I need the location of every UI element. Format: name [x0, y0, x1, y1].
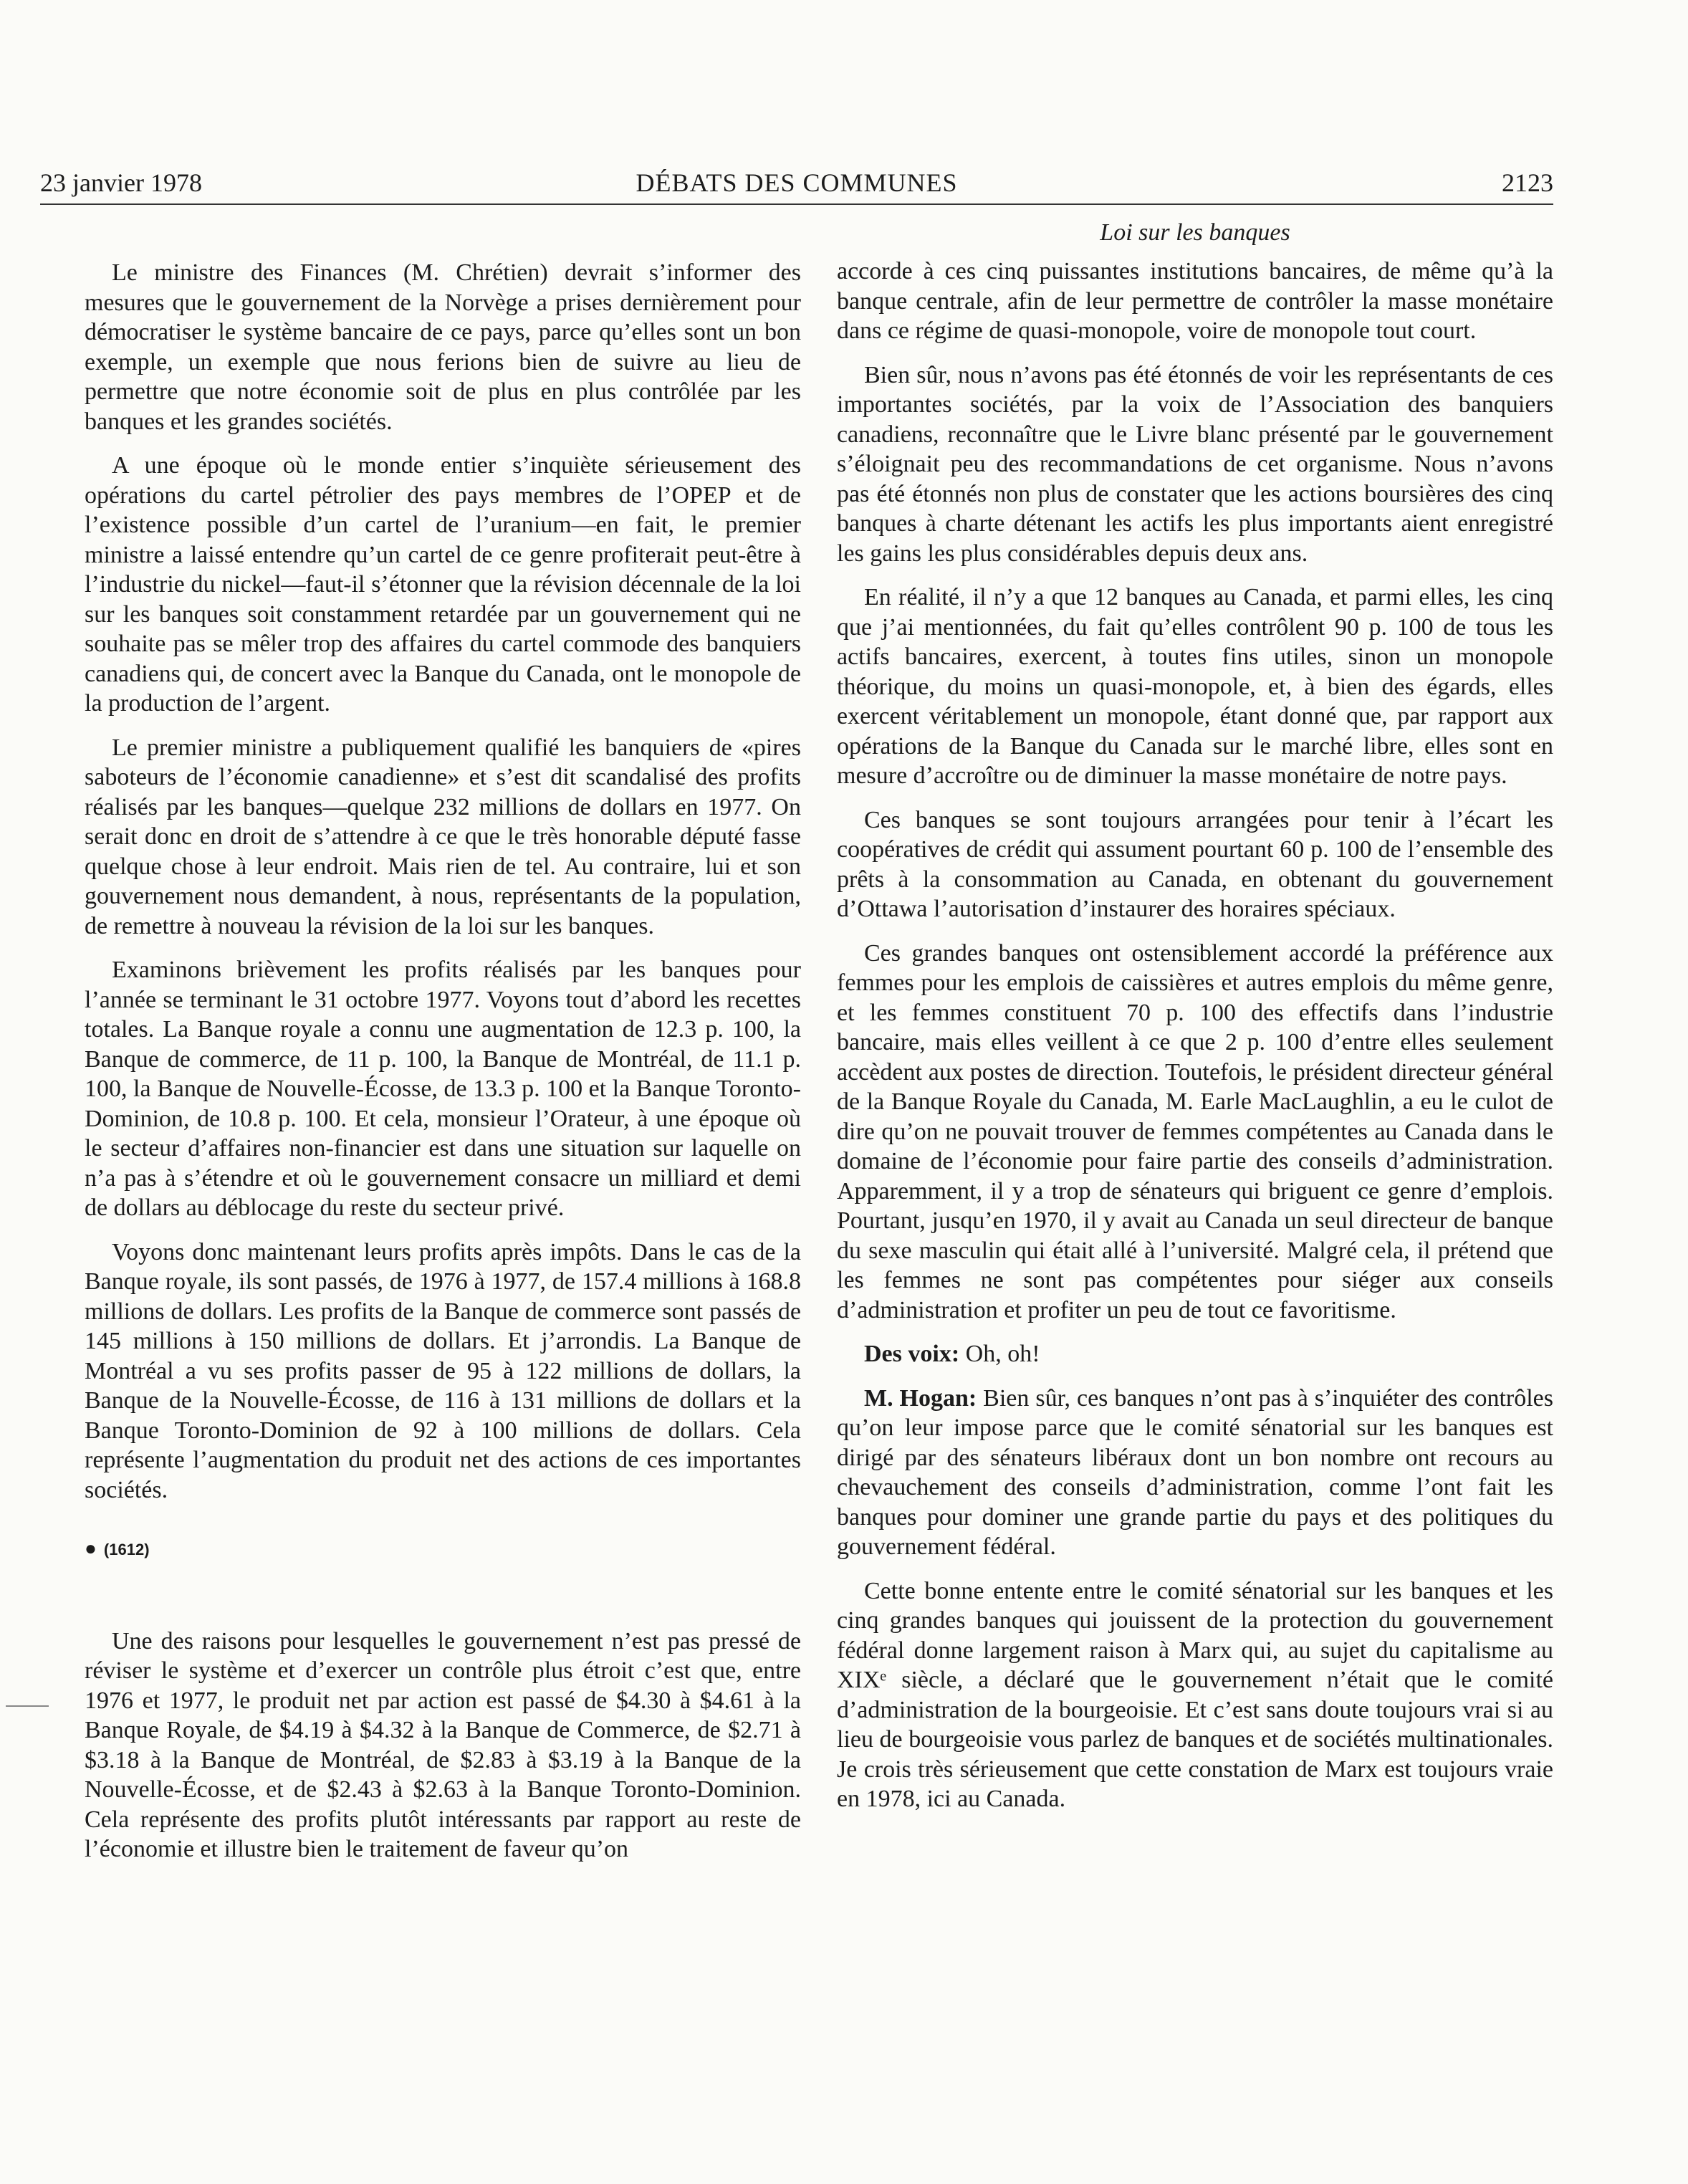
paragraph: Bien sûr, nous n’avons pas été étonnés de voir les représentants de ces importantes sociétés, par la voix de l’Association des banquiers canadiens, reconnaître que le Livre blanc présenté par le gouvernement s’éloignait peu des recommandations de cet organisme. Nous n’avons pas été étonnés non plus de constater que les actions boursières des cinq banques à charte détenant les actifs les plus importants aient enregistré les gains les plus considérables depuis deux ans. [837, 361, 1553, 567]
speaker-name: Des voix: [864, 1341, 960, 1367]
header-date: 23 janvier 1978 [40, 168, 202, 197]
paragraph: accorde à ces cinq puissantes institutions bancaires, de même qu’à la banque centrale, afin de leur permettre de contrôler la masse monétaire dans ce régime de quasi-monopole, voire de monopole tout court. [837, 258, 1553, 344]
speech-paragraph [837, 1384, 1553, 1562]
left-column [85, 258, 801, 1879]
page-header [40, 163, 1553, 205]
paragraph: Examinons brièvement les profits réalisés par les banques pour l’année se terminant le 31 octobre 1977. Voyons tout d’abord les recettes totales. La Banque royale a connu une augmentation de 12.3 p. 100, la Banque de commerce, de 11 p. 100, la Banque de Montréal, de 11.1 p. 100, la Banque de Nouvelle-Écosse, de 13.3 p. 100 et la Banque Toronto-Dominion, de 10.8 p. 100. Et cela, monsieur l’Orateur, à une époque où le secteur d’affaires non-financier est dans une situation sur laquelle on n’a pas à s’étendre et où le gouvernement consacre un milliard et demi de dollars au déblocage du reste du secteur privé. [85, 957, 801, 1221]
speech-text: Bien sûr, ces banques n’ont pas à s’inquiéter des contrôles qu’on leur impose parce que le comité sénatorial sur les banques est dirigé par des sénateurs libéraux dont un bon nombre ont recours au chevauchement des conseils d’administration, comme l’ont fait les banques pour dominer une grande partie du pays et des politiques du gouvernement fédéral. [837, 1384, 1553, 1560]
running-title: Loi sur les banques [1100, 219, 1290, 246]
page-number: 2123 [1502, 168, 1553, 197]
time-marker [85, 1533, 801, 1565]
paragraph: Ces banques se sont toujours arrangées pour tenir à l’écart les coopératives de crédit qui assument pourtant 60 p. 100 de l’ensemble des prêts à la consommation au Canada, en obtenant du gouvernement d’Ottawa l’autorisation d’instaurer des horaires spéciaux. [837, 806, 1553, 922]
paragraph: A une époque où le monde entier s’inquiète sérieusement des opérations du cartel pétrolier des pays membres de l’OPEP et de l’existence possible d’un cartel de l’uranium—en fait, le premier ministre a laissé entendre qu’un cartel de ce genre profiterait peut-être à l’industrie du nickel—faut-il s’étonner que la révision décennale de la loi sur les banques soit constamment retardée par un gouvernement qui ne souhaite pas se mêler trop des affaires du cartel commode des banquiers canadiens qui, de concert avec la Banque du Canada, ont le monopole de la production de l’argent. [85, 452, 801, 717]
header-title: DÉBATS DES COMMUNES [636, 168, 958, 197]
bullet-icon: ● [85, 1537, 97, 1559]
paragraph: Ces grandes banques ont ostensiblement accordé la préférence aux femmes pour les emplois de caissières et autres emplois du même genre, et les femmes constituent 70 p. 100 des effectifs dans l’industrie bancaire, mais elles veillent à ce que 2 p. 100 d’entre elles seulement accèdent aux postes de direction. Toutefois, le président directeur général de la Banque Royale du Canada, M. Earle MacLaughlin, a eu le culot de dire qu’on ne pouvait trouver de femmes compétentes au Canada dans le domaine de l’économie pour faire partie des conseils d’administration. Apparemment, il y a trop de sénateurs qui briguent ce genre d’emplois. Pourtant, jusqu’en 1970, il y avait au Canada un seul directeur de banque du sexe masculin qui était allé à l’université. Malgré cela, il prétend que les femmes ne sont pas compétentes pour siéger aux conseils d’administration et profiter un peu de tout ce favoritisme. [837, 939, 1553, 1323]
paragraph: Une des raisons pour lesquelles le gouvernement n’est pas pressé de réviser le système et d’exercer un contrôle plus étroit c’est que, entre 1976 et 1977, le produit net par action est passé de $4.30 à $4.61 à la Banque Royale, de $4.19 à $4.32 à la Banque de Commerce, de $2.71 à $3.18 à la Banque de Montréal, de $2.83 à $3.19 à la Banque de la Nouvelle-Écosse, et de $2.43 à $2.63 à la Banque Toronto-Dominion. Cela représente des profits plutôt intéressants par rapport au reste de l’économie et illustre bien le traitement de faveur qu’on [85, 1627, 801, 1862]
paragraph: Le premier ministre a publiquement qualifié les banquiers de «pires saboteurs de l’économie canadienne» et s’est dit scandalisé des profits réalisés par les banques—quelque 232 millions de dollars en 1977. On serait donc en droit de s’attendre à ce que le très honorable député fasse quelque chose à leur endroit. Mais rien de tel. Au contraire, lui et son gouvernement nous demandent, à nous, représentants de la population, de remettre à nouveau la révision de la loi sur les banques. [85, 734, 801, 939]
speech-paragraph [837, 1339, 1553, 1369]
paragraph: En réalité, il n’y a que 12 banques au Canada, et parmi elles, les cinq que j’ai mentionnées, du fait qu’elles contrôlent 90 p. 100 de tous les actifs bancaires, exercent, à toutes fins utiles, sinon un monopole théorique, du moins un quasi-monopole, et, à bien des égards, elles exercent véritablement un monopole, étant donné que, par rapport aux opérations de la Banque du Canada sur le marché libre, elles sont en mesure d’accroître ou de diminuer la masse monétaire de notre pays. [837, 584, 1553, 789]
speaker-name: M. Hogan: [864, 1384, 977, 1412]
paragraph: Cette bonne entente entre le comité sénatorial sur les banques et les cinq grandes banques qui jouissent de la protection du gouvernement fédéral donne largement raison à Marx qui, au sujet du capitalisme au XIXᵉ siècle, a déclaré que le gouvernement n’était que le comité d’administration de la bourgeoisie. Et c’est sans doute toujours vrai si au lieu de bourgeoisie vous parlez de banques et de sociétés multinationales. Je crois très sérieusement que cette constation de Marx est toujours vraie en 1978, ici au Canada. [837, 1577, 1553, 1812]
paragraph: Le ministre des Finances (M. Chrétien) devrait s’informer des mesures que le gouvernement de la Norvège a prises dernièrement pour démocratiser le système bancaire de ce pays, parce qu’elles sont un bon exemple, un exemple que nous ferions bien de suivre au lieu de permettre que notre économie soit de plus en plus contrôlée par les banques et les grandes sociétés. [85, 259, 801, 435]
time-marker-label: (1612) [103, 1541, 150, 1558]
speech-text: Oh, oh! [959, 1341, 1040, 1367]
paragraph: Voyons donc maintenant leurs profits après impôts. Dans le cas de la Banque royale, ils sont passés, de 1976 à 1977, de 157.4 millions à 168.8 millions de dollars. Les profits de la Banque de commerce sont passés de 145 millions à 150 millions de dollars. Et j’arrondis. La Banque de Montréal a vu ses profits passer de 95 à 122 millions de dollars, la Banque de la Nouvelle-Écosse, de 116 à 131 millions de dollars et la Banque Toronto-Dominion de 92 à 100 millions de dollars. Cela représente l’augmentation du produit net des actions de ces importantes sociétés. [85, 1238, 801, 1503]
right-column [837, 257, 1553, 1829]
margin-rule [6, 1705, 49, 1707]
